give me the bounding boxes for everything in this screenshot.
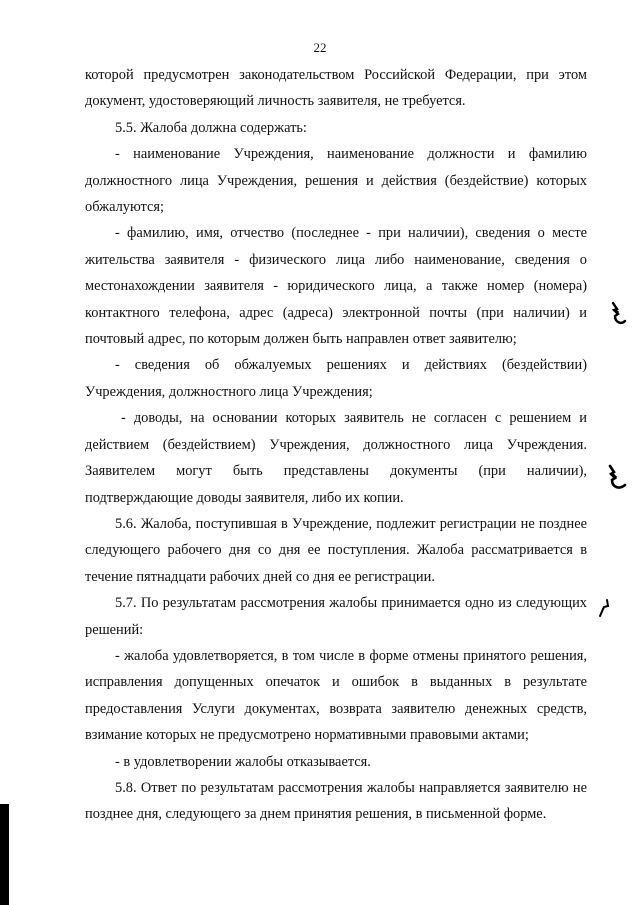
punch-hole-mark-middle [607,462,627,492]
paragraph-5-7: 5.7. По результатам рассмотрения жалобы принимается одно из следующих решений: [85,595,587,638]
list-item-complaint-satisfied: - жалоба удовлетворяется, в том числе в форме отмены принятого решения, исправления допущенных опечаток и ошибок в выданных в результате предоставления Услуги документах, возврата заявителю денежных средств, взимание которых не предусмотрено нормативными правовыми актами; [85,647,587,744]
list-item-complaint-rejected: - в удовлетворении жалобы отказывается. [115,753,371,770]
list-item-appealed-decisions: - сведения об обжалуемых решениях и действиях (бездействии) Учреждения, должностного лица Учреждения; [85,357,587,400]
list-item-arguments: - доводы, на основании которых заявитель не согласен с решением и действием (бездействием) Учреждения, должностного лица Учреждения. Заявителем могут быть представлены документы (при наличии), подтверждающие доводы заявителя, либо их копии. [85,410,587,506]
document-body [85,62,587,828]
page-number: 22 [313,40,327,55]
punch-hole-mark-bottom [598,598,612,618]
list-item-applicant-details: - фамилию, имя, отчество (последнее - при наличии), сведения о месте жительства заявителя - физического лица либо наименование, сведения о местонахождении заявителя - юридического лица, а также номер (номера) контактного телефона, адрес (адреса) электронной почты (при наличии) и почтовый адрес, по которым должен быть направлен ответ заявителю; [85,225,587,348]
punch-hole-mark-top [609,300,627,328]
paragraph-5-6: 5.6. Жалоба, поступившая в Учреждение, подлежит регистрации не позднее следующего рабочего дня со дня ее поступления. Жалоба рассматривается в течение пятнадцати рабочих дней со дня ее регистрации. [85,515,587,585]
paragraph-5-5: 5.5. Жалоба должна содержать: [115,119,307,136]
scan-edge-bar [0,804,9,905]
list-item-institution-name: - наименование Учреждения, наименование должности и фамилию должностного лица Учреждения, решения и действия (бездействие) которых обжалуются; [85,146,587,216]
paragraph-continuation: которой предусмотрен законодательством Российской Федерации, при этом документ, удостоверяющий личность заявителя, не требуется. [85,67,587,110]
paragraph-5-8: 5.8. Ответ по результатам рассмотрения жалобы направляется заявителю не позднее дня, следующего за днем принятия решения, в письменной форме. [85,779,587,823]
